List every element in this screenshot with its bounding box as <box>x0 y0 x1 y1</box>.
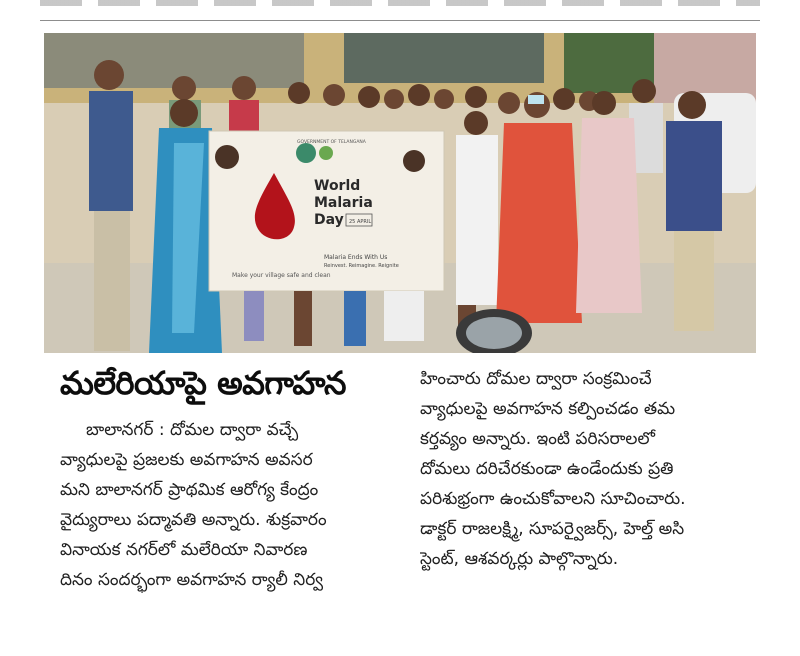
article-line: వ్యాధులపై ప్రజలకు అవగాహన అవసర <box>60 450 313 470</box>
banner-footer-2: Reinvest. Reimagine. Reignite <box>324 263 399 269</box>
article-line: పరిశుభ్రంగా ఉంచుకోవాలని సూచించారు. <box>420 489 686 509</box>
banner-title-line-2: Malaria <box>314 195 373 211</box>
article-line: హించారు దోమల ద్వారా సంక్రమించే <box>420 369 652 389</box>
article-headline: మలేరియాపై అవగాహన <box>60 364 346 402</box>
banner-title-line-3: Day <box>314 212 344 228</box>
article-line: వినాయక నగర్‌లో మలేరియా నివారణ <box>60 540 308 560</box>
article-line: వైద్యురాలు పద్మావతి అన్నారు. శుక్రవారం <box>60 510 327 530</box>
banner-note: Make your village safe and clean <box>232 272 331 279</box>
article-column-right <box>420 364 765 574</box>
top-divider <box>40 20 760 21</box>
article-line: దోమలు దరిచేరకుండా ఉండేందుకు ప్రతి <box>420 459 674 479</box>
article-line: స్టెంట్, ఆశవర్కర్లు పాల్గొన్నారు. <box>420 549 619 569</box>
article-column-left <box>60 415 390 595</box>
banner-title-line-1: World <box>314 178 361 194</box>
article-line: వ్యాధులపై అవగాహన కల్పించడం తమ <box>420 399 676 419</box>
article-line: బాలానగర్ : దోమల ద్వారా వచ్చే <box>86 420 299 440</box>
article-line: డాక్టర్ రాజలక్ష్మి, సూపర్వైజర్స్, హెల్త్ అసి <box>420 519 685 539</box>
banner-emblem: GOVERNMENT OF TELANGANA <box>297 140 366 145</box>
banner-footer: Malaria Ends With Us <box>324 254 388 261</box>
previous-article-strip <box>40 0 760 6</box>
rally-photo <box>44 33 756 353</box>
article-line: దినం సందర్భంగా అవగాహన ర్యాలీ నిర్వ <box>60 570 324 590</box>
article-line: కర్తవ్యం అన్నారు. ఇంటి పరిసరాలలో <box>420 429 655 449</box>
article-line: మని బాలానగర్ ప్రాథమిక ఆరోగ్య కేంద్రం <box>60 480 319 500</box>
banner-date: 25 APRIL <box>349 219 372 225</box>
